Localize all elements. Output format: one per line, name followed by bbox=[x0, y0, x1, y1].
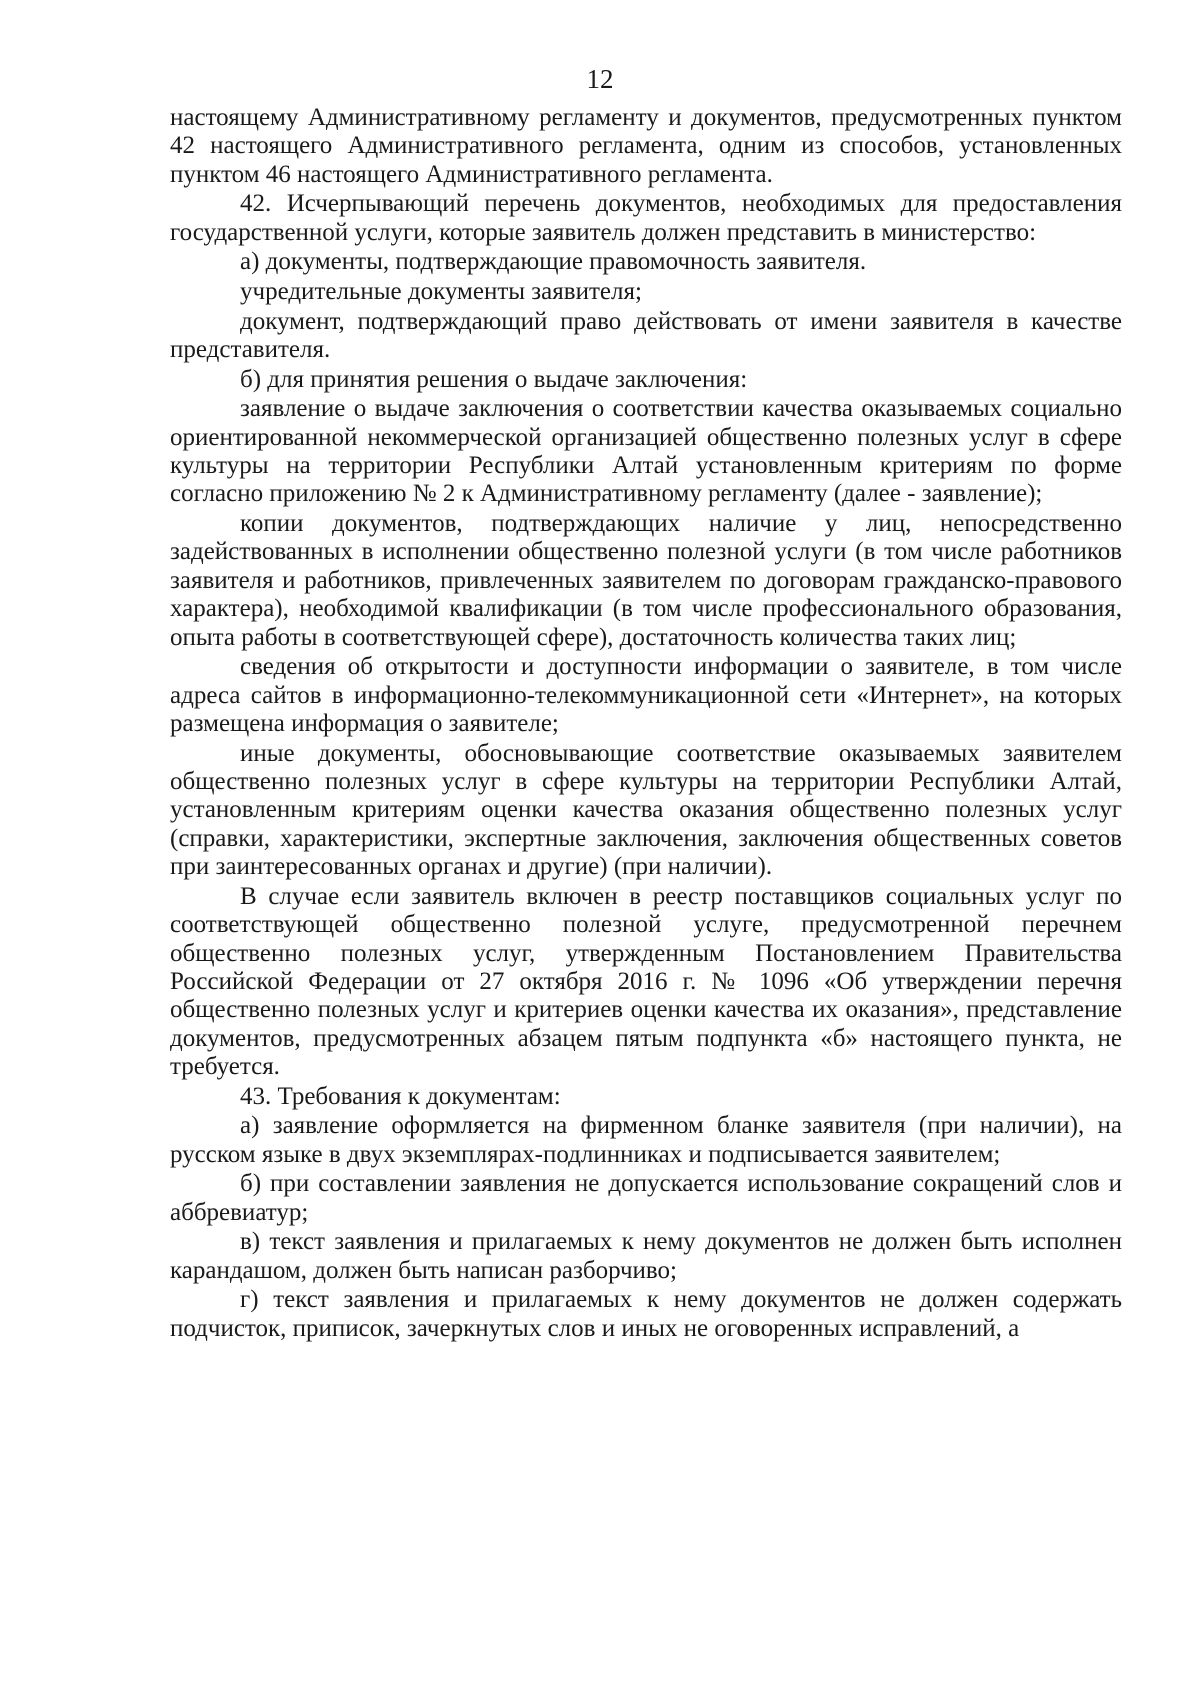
paragraph-representative-document: документ, подтверждающий право действовать от имени заявителя в качестве представителя. bbox=[170, 307, 1122, 363]
paragraph-continuation: настоящему Административному регламенту и документов, предусмотренных пунктом 42 настоящего Административного регламента, одним из способов, установленных пунктом 46 настоящего Административного регламента. bbox=[170, 104, 1122, 188]
paragraph-other-documents: иные документы, обосновывающие соответствие оказываемых заявителем общественно полезных услуг в сфере культуры на территории Республики Алтай, установленным критериям оценки качества оказания общественно полезных услуг (справки, характеристики, экспертные заключения, заключения общественных советов при заинтересованных органах и другие) (при наличии). bbox=[170, 739, 1122, 881]
paragraph-subitem-b: б) для принятия решения о выдаче заключения: bbox=[240, 365, 748, 393]
document-body bbox=[170, 104, 1122, 1344]
paragraph-item-42: 42. Исчерпывающий перечень документов, необходимых для предоставления государственной услуги, которые заявитель должен представить в министерство: bbox=[170, 190, 1122, 246]
paragraph-application: заявление о выдаче заключения о соответствии качества оказываемых социально ориентированной некоммерческой организацией общественно полезных услуг в сфере культуры на территории Республики Алтай установленным критериям по форме согласно приложению № 2 к Административному регламенту (далее - заявление); bbox=[170, 395, 1122, 508]
paragraph-qualification-copies: копии документов, подтверждающих наличие у лиц, непосредственно задействованных в исполнении общественно полезной услуги (в том числе работников заявителя и работников, привлеченных заявителем по договорам гражданско-правового характера), необходимой квалификации (в том числе профессионального образования, опыта работы в соответствующей сфере), достаточность количества таких лиц; bbox=[170, 510, 1122, 651]
paragraph-requirement-a: а) заявление оформляется на фирменном бланке заявителя (при наличии), на русском языке в двух экземплярах-подлинниках и подписывается заявителем; bbox=[170, 1112, 1122, 1168]
paragraph-requirement-g: г) текст заявления и прилагаемых к нему документов не должен содержать подчисток, приписок, зачеркнутых слов и иных не оговоренных исправлений, а bbox=[170, 1286, 1122, 1342]
paragraph-requirement-v: в) текст заявления и прилагаемых к нему документов не должен быть исполнен карандашом, должен быть написан разборчиво; bbox=[170, 1228, 1122, 1284]
paragraph-registry-exception: В случае если заявитель включен в реестр поставщиков социальных услуг по соответствующей общественно полезной услуге, предусмотренной перечнем общественно полезных услуг, утвержденным Постановлением Правительства Российской Федерации от 27 октября 2016 г. № 1096 «Об утверждении перечня общественно полезных услуг и критериев оценки качества их оказания», представление документов, предусмотренных абзацем пятым подпункта «б» настоящего пункта, не требуется. bbox=[170, 882, 1122, 1081]
paragraph-openness-info: сведения об открытости и доступности информации о заявителе, в том числе адреса сайтов в информационно-телекоммуникационной сети «Интернет», на которых размещена информация о заявителе; bbox=[170, 653, 1122, 738]
paragraph-subitem-a: а) документы, подтверждающие правомочность заявителя. bbox=[240, 248, 867, 276]
paragraph-founding-documents: учредительные документы заявителя; bbox=[240, 278, 642, 305]
page-number: 12 bbox=[586, 64, 614, 94]
paragraph-item-43: 43. Требования к документам: bbox=[240, 1082, 561, 1110]
paragraph-requirement-b: б) при составлении заявления не допускается использование сокращений слов и аббревиатур; bbox=[170, 1170, 1122, 1226]
